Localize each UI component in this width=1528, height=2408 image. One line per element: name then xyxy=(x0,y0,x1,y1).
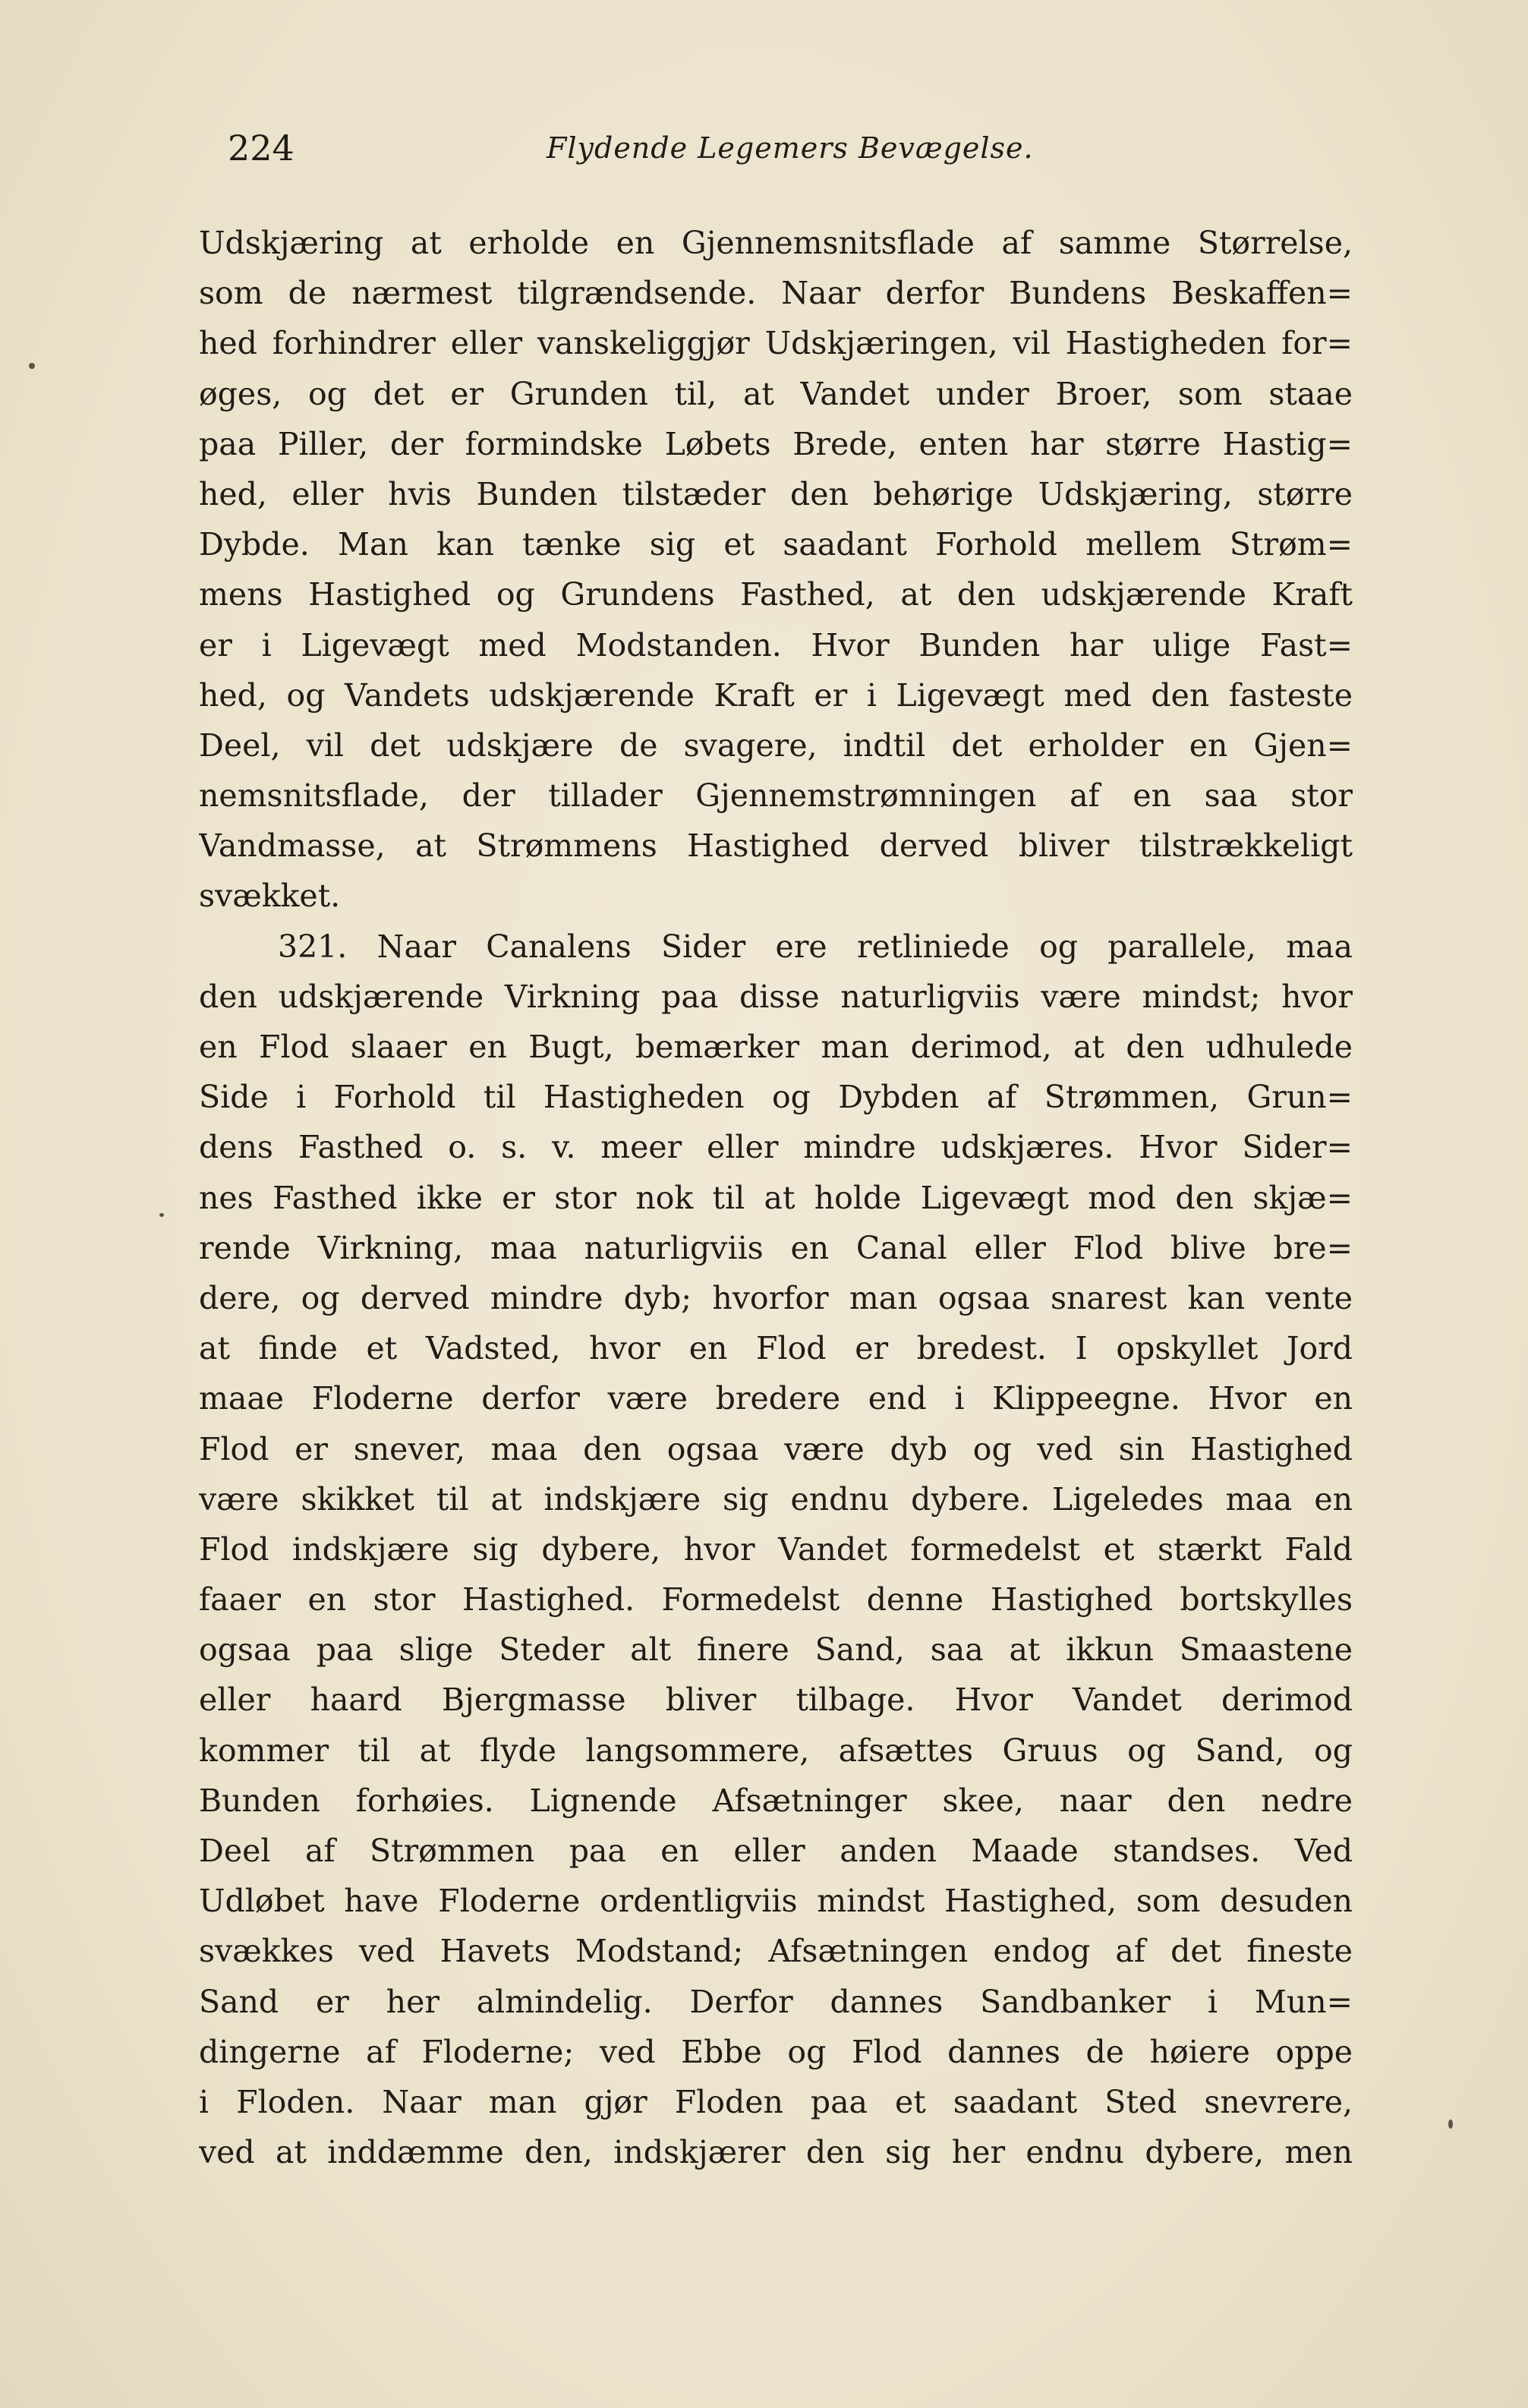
text-line: dere, og derved mindre dyb; hvorfor man ogsaa snarest kan vente xyxy=(199,1279,1353,1316)
text-line: dingerne af Floderne; ved Ebbe og Flod dannes de høiere oppe xyxy=(199,2033,1353,2070)
text-line: Dybde. Man kan tænke sig et saadant Forhold mellem Strøm= xyxy=(199,526,1353,563)
text-line: ogsaa paa slige Steder alt finere Sand, saa at ikkun Smaastene xyxy=(199,1631,1353,1669)
text-line: rende Virkning, maa naturligviis en Canal eller Flod blive bre= xyxy=(199,1229,1353,1266)
text-line: hed, og Vandets udskjærende Kraft er i Ligevægt med den fasteste xyxy=(199,676,1353,714)
page-number: 224 xyxy=(228,128,295,169)
text-line: maae Floderne derfor være bredere end i Klippeegne. Hvor en xyxy=(199,1380,1353,1417)
text-line: Udløbet have Floderne ordentligviis mindst Hastighed, som desuden xyxy=(199,1883,1353,1920)
page-header xyxy=(228,121,1366,175)
text-line: dens Fasthed o. s. v. meer eller mindre udskjæres. Hvor Sider= xyxy=(199,1129,1353,1166)
text-line: Deel af Strømmen paa en eller anden Maade standses. Ved xyxy=(199,1833,1353,1869)
text-line: Flod indskjære sig dybere, hvor Vandet formedelst et stærkt Fald xyxy=(199,1530,1353,1568)
text-line: Side i Forhold til Hastigheden og Dybden af Strømmen, Grun= xyxy=(199,1079,1353,1116)
text-line: nemsnitsflade, der tillader Gjennemstrømningen af en saa stor xyxy=(199,777,1353,815)
text-line: Udskjæring at erholde en Gjennemsnitsflade af samme Størrelse, xyxy=(199,225,1353,261)
text-line: svækkes ved Havets Modstand; Afsætningen endog af det fineste xyxy=(199,1933,1353,1970)
text-line: være skikket til at indskjære sig endnu dybere. Ligeledes maa en xyxy=(199,1480,1353,1518)
text-line: en Flod slaaer en Bugt, bemærker man derimod, at den udhulede xyxy=(199,1029,1353,1065)
text-line: mens Hastighed og Grundens Fasthed, at den udskjærende Kraft xyxy=(199,576,1353,613)
text-line: i Floden. Naar man gjør Floden paa et saadant Sted snevrere, xyxy=(199,2083,1353,2120)
ink-speck xyxy=(159,1213,164,1217)
text-line: Bunden forhøies. Lignende Afsætninger skee, naar den nedre xyxy=(199,1782,1353,1819)
text-line: er i Ligevægt med Modstanden. Hvor Bunden har ulige Fast= xyxy=(199,626,1353,663)
text-line: kommer til at flyde langsommere, afsættes Gruus og Sand, og xyxy=(199,1732,1353,1769)
text-line: Deel, vil det udskjære de svagere, indtil det erholder en Gjen= xyxy=(199,726,1353,764)
text-line: som de nærmest tilgrændsende. Naar derfor Bundens Beskaffen= xyxy=(199,275,1353,312)
text-line: faaer en stor Hastighed. Formedelst denne Hastighed bortskylles xyxy=(199,1581,1353,1618)
text-line: hed, eller hvis Bunden tilstæder den behørige Udskjæring, større xyxy=(199,475,1353,512)
text-line: at finde et Vadsted, hvor en Flod er bredest. I opskyllet Jord xyxy=(199,1330,1353,1367)
running-title: Flydende Legemers Bevægelse. xyxy=(547,131,1034,165)
text-line: eller haard Bjergmasse bliver tilbage. Hvor Vandet derimod xyxy=(199,1682,1353,1719)
text-line: den udskjærende Virkning paa disse naturligviis være mindst; hvor xyxy=(199,978,1353,1015)
section-start-line: 321. Naar Canalens Sider ere retliniede og parallele, maa xyxy=(278,928,1353,965)
text-line: Vandmasse, at Strømmens Hastighed derved bliver tilstrækkeligt xyxy=(199,827,1353,865)
ink-speck xyxy=(1448,2120,1453,2129)
text-line: Flod er snever, maa den ogsaa være dyb og ved sin Hastighed xyxy=(199,1430,1353,1467)
text-line: svækket. xyxy=(199,878,341,915)
ink-speck xyxy=(29,363,35,369)
text-line: ved at inddæmme den, indskjærer den sig her endnu dybere, men xyxy=(199,2134,1353,2171)
body-text xyxy=(199,218,1353,2177)
text-line: øges, og det er Grunden til, at Vandet under Broer, som staae xyxy=(199,375,1353,412)
text-line: paa Piller, der formindske Løbets Brede, enten har større Hastig= xyxy=(199,425,1353,462)
text-line: nes Fasthed ikke er stor nok til at holde Ligevægt mod den skjæ= xyxy=(199,1179,1353,1216)
text-line: hed forhindrer eller vanskeliggjør Udskjæringen, vil Hastigheden for= xyxy=(199,325,1353,362)
text-line: Sand er her almindelig. Derfor dannes Sandbanker i Mun= xyxy=(199,1983,1353,2020)
